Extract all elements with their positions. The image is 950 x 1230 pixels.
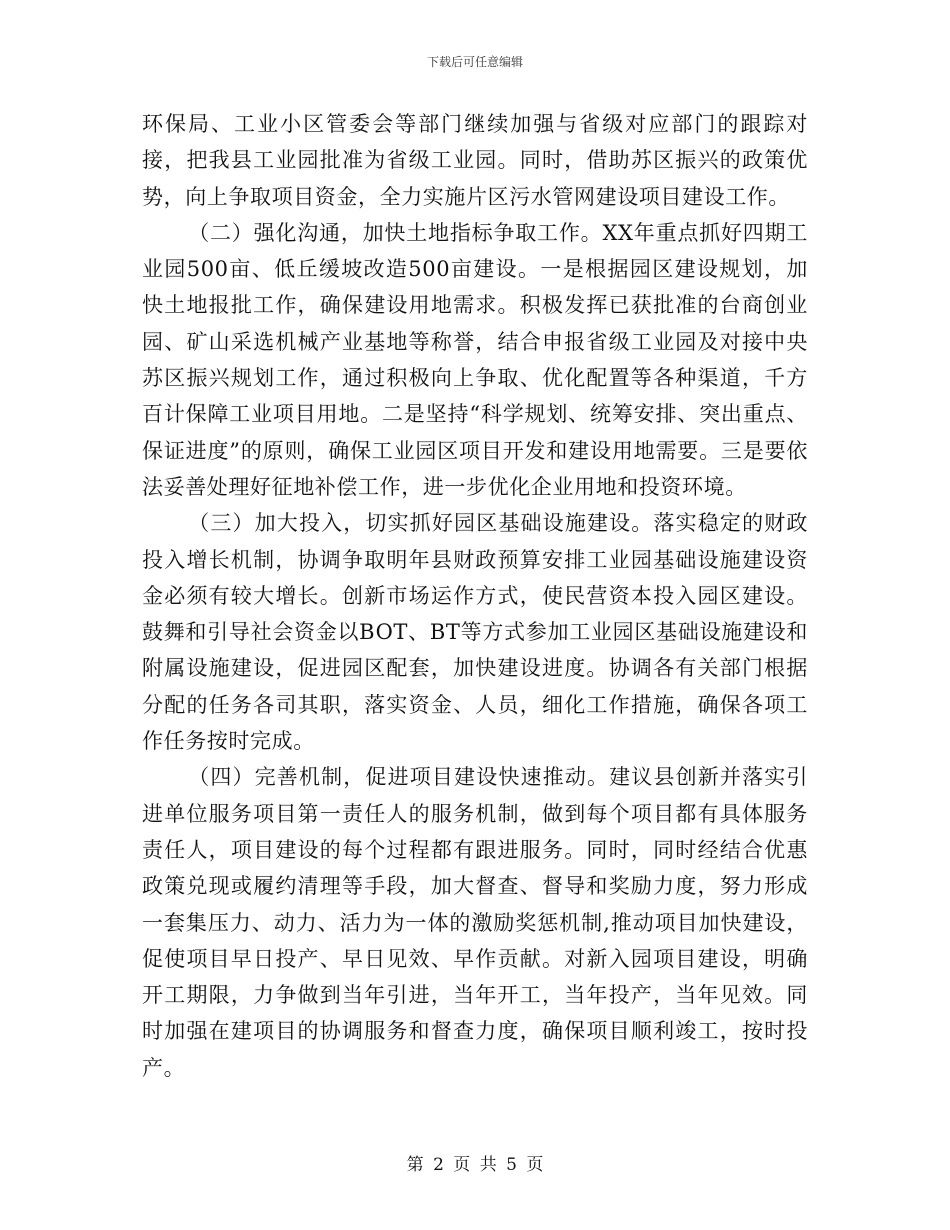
body-text	[142, 106, 808, 1086]
paragraph-continuation: 环保局、工业小区管委会等部门继续加强与省级对应部门的跟踪对接，把我县工业园批准为省级工业园。同时，借助苏区振兴的政策优势，向上争取项目资金，全力实施片区污水管网建设项目建设工作。	[142, 112, 808, 209]
page-number: 第 2 页 共 5 页	[406, 1155, 544, 1175]
paragraph-section-3: （三）加大投入，切实抓好园区基础设施建设。落实稳定的财政投入增长机制，协调争取明年县财政预算安排工业园基础设施建设资金必须有较大增长。创新市场运作方式，使民营资本投入园区建设。鼓舞和引导社会资金以BOT、BT等方式参加工业园区基础设施建设和附属设施建设，促进园区配套，加快建设进度。协调各有关部门根据分配的任务各司其职，落实资金、人员，细化工作措施，确保各项工作任务按时完成。	[142, 511, 808, 754]
paragraph-section-4: （四）完善机制，促进项目建设快速推动。建议县创新并落实引进单位服务项目第一责任人的服务机制，做到每个项目都有具体服务责任人，项目建设的每个过程都有跟进服务。同时，同时经结合优惠政策兑现或履约清理等手段，加大督查、督导和奖励力度，努力形成一套集压力、动力、活力为一体的激励奖惩机制,推动项目加快建设，促使项目早日投产、早日见效、早作贡献。对新入园项目建设，明确开工期限，力争做到当年引进，当年开工，当年投产，当年见效。同时加强在建项目的协调服务和督查力度，确保项目顺利竣工，按时投产。	[142, 765, 808, 1080]
paragraph-section-2: （二）强化沟通，加快土地指标争取工作。XX年重点抓好四期工业园500亩、低丘缓坡改造500亩建设。一是根据园区建设规划，加快土地报批工作，确保建设用地需求。积极发挥已获批准的台商创业园、矿山采选机械产业基地等称誉，结合申报省级工业园及对接中央苏区振兴规划工作，通过积极向上争取、优化配置等各种渠道，千方百计保障工业项目用地。二是坚持“科学规划、统筹安排、突出重点、保证进度”的原则，确保工业园区项目开发和建设用地需要。三是要依法妥善处理好征地补偿工作，进一步优化企业用地和投资环境。	[142, 220, 808, 499]
page-header: 下载后可任意编辑	[426, 55, 523, 69]
